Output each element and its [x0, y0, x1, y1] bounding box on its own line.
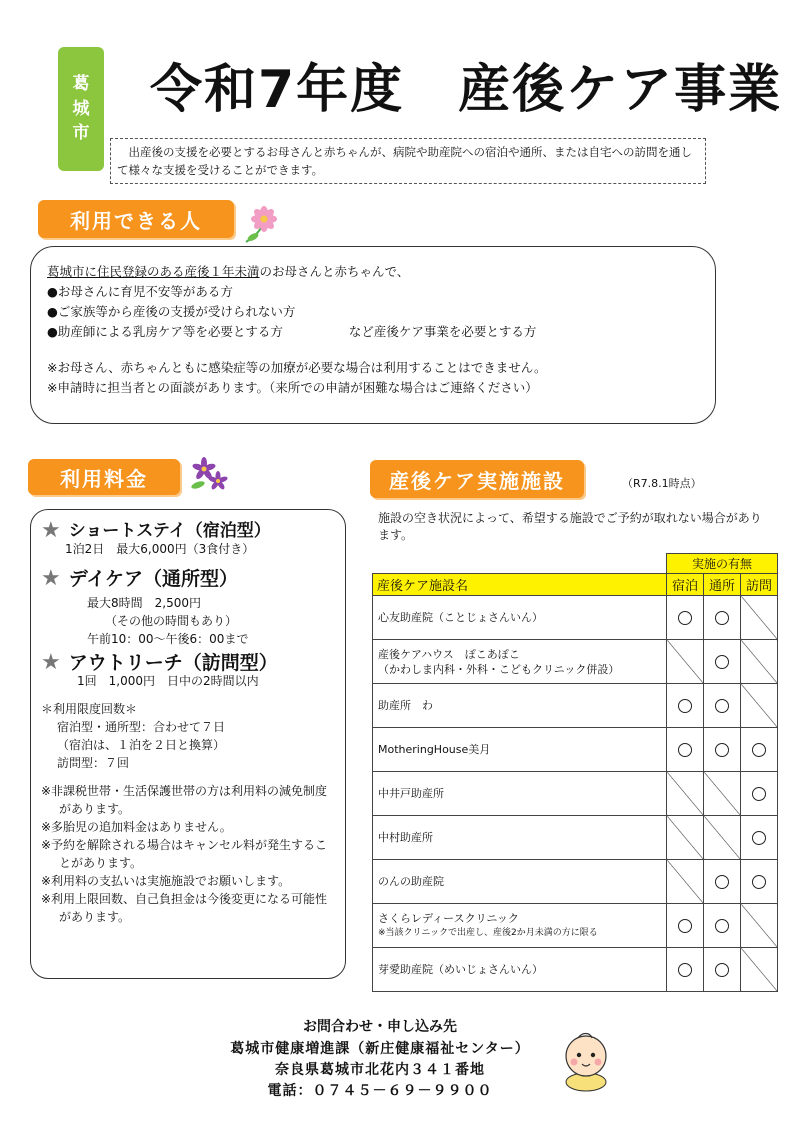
facility-name	[373, 596, 667, 640]
facility-name-text: 助産所 わ	[378, 699, 433, 712]
plan-line: 最大8時間 2,500円	[87, 596, 201, 610]
facility-name	[373, 772, 667, 816]
plan-line: 1回 1,000円 日中の2時間以内	[77, 674, 259, 688]
eligible-lead-rest: のお母さんと赤ちゃんで、	[259, 264, 410, 279]
column-header: 宿泊	[667, 574, 704, 596]
not-available-slash-icon	[667, 640, 704, 684]
facility-sub-text: （かわしま内科・外科・こどもクリニック併設）	[378, 662, 620, 676]
available-circle-icon	[704, 904, 741, 948]
fees-box	[30, 509, 346, 979]
baby-illustration-icon	[556, 1028, 616, 1092]
star-icon: ★	[41, 566, 61, 591]
fee-notes	[41, 782, 335, 926]
facility-name	[373, 860, 667, 904]
facility-row	[373, 816, 778, 860]
fee-note: ※非課税世帯・生活保護世帯の方は利用料の減免制度があります。	[41, 784, 328, 816]
facility-row	[373, 860, 778, 904]
facility-row	[373, 948, 778, 992]
section-label-eligible: 利用できる人	[38, 200, 234, 238]
eligible-bullet: ●お母さんに育児不安等がある方	[47, 284, 233, 299]
star-icon: ★	[41, 518, 61, 543]
available-circle-icon	[704, 728, 741, 772]
facility-row	[373, 904, 778, 948]
available-circle-icon	[704, 640, 741, 684]
column-header: 通所	[704, 574, 741, 596]
available-circle-icon	[704, 596, 741, 640]
plan-line: 1泊2日 最大6,000円（3食付き）	[65, 542, 255, 556]
intro-box	[110, 138, 706, 184]
city-tag	[58, 47, 104, 171]
limit-line: 訪問型：７回	[57, 756, 130, 770]
plan-line: （その他の時間もあり）	[105, 614, 238, 628]
available-circle-icon	[704, 684, 741, 728]
not-available-slash-icon	[667, 772, 704, 816]
facility-name	[373, 948, 667, 992]
group-header: 実施の有無	[667, 554, 778, 574]
not-available-slash-icon	[741, 596, 778, 640]
facility-name-text: 中村助産所	[378, 831, 433, 844]
facility-row	[373, 640, 778, 684]
plan-heading: ★ ショートステイ（宿泊型）	[41, 518, 271, 543]
facility-name	[373, 816, 667, 860]
column-header: 訪問	[741, 574, 778, 596]
plan-heading: ★ アウトリーチ（訪問型）	[41, 650, 278, 675]
eligible-lead	[47, 262, 699, 282]
available-circle-icon	[667, 596, 704, 640]
available-circle-icon	[741, 860, 778, 904]
eligible-suffix: など産後ケア事業を必要とする方	[348, 324, 537, 339]
fee-note: ※利用料の支払いは実施施設でお願いします。	[41, 874, 291, 888]
available-circle-icon	[704, 948, 741, 992]
city-char: 城	[72, 98, 90, 119]
contact-line: 奈良県葛城市北花内３４１番地	[275, 1062, 485, 1078]
eligible-note: ※申請時に担当者との面談があります。（来所での申請が困難な場合はご連絡ください）	[47, 380, 538, 395]
available-circle-icon	[667, 948, 704, 992]
facility-name	[373, 904, 667, 948]
not-available-slash-icon	[741, 640, 778, 684]
city-char: 市	[72, 123, 90, 144]
limit-line: （宿泊は、１泊を２日と換算）	[57, 738, 226, 752]
eligible-lead-underlined: 葛城市に住民登録のある産後１年未満	[47, 264, 260, 279]
column-header: 産後ケア施設名	[373, 574, 667, 596]
available-circle-icon	[704, 860, 741, 904]
contact-block	[180, 1016, 580, 1102]
not-available-slash-icon	[741, 948, 778, 992]
facility-row	[373, 728, 778, 772]
not-available-slash-icon	[704, 816, 741, 860]
facility-name-text: 中井戸助産所	[378, 787, 444, 800]
facility-name	[373, 684, 667, 728]
section-label-fees: 利用料金	[28, 459, 180, 495]
not-available-slash-icon	[704, 772, 741, 816]
eligible-box	[30, 246, 716, 424]
facility-note: 施設の空き状況によって、希望する施設でご予約が取れない場合があります。	[378, 511, 762, 542]
available-circle-icon	[741, 728, 778, 772]
section-label-facilities: 産後ケア実施施設	[370, 460, 584, 498]
facility-name-text: 産後ケアハウス ぽこあぽこ	[378, 647, 520, 661]
available-circle-icon	[741, 772, 778, 816]
not-available-slash-icon	[741, 684, 778, 728]
facility-name-text: さくらレディースクリニック	[378, 911, 519, 925]
city-char: 葛	[72, 74, 90, 95]
fee-note: ※多胎児の追加料金はありません。	[41, 820, 232, 834]
facility-row	[373, 772, 778, 816]
contact-title: お問合わせ・申し込み先	[303, 1019, 457, 1035]
eligible-bullet: ●助産師による乳房ケア等を必要とする方	[47, 324, 283, 339]
not-available-slash-icon	[741, 904, 778, 948]
facility-name-text: 心友助産院（ことじょさんいん）	[378, 611, 543, 624]
available-circle-icon	[667, 684, 704, 728]
as-of-date: （R7.8.1時点）	[622, 477, 702, 490]
plan-line: 午前10：00～午後6：00まで	[87, 632, 249, 646]
contact-line: 電話：０７４５－６９－９９００	[267, 1083, 493, 1099]
fee-note: ※利用上限回数、自己負担金は今後変更になる可能性があります。	[41, 892, 328, 924]
facility-table	[372, 553, 778, 992]
purple-flower-icon	[190, 457, 230, 493]
plan-heading: ★ デイケア（通所型）	[41, 566, 239, 591]
facility-name	[373, 728, 667, 772]
facility-sub-text: ※当該クリニックで出産し、産後2か月未満の方に限る	[378, 927, 598, 938]
available-circle-icon	[667, 728, 704, 772]
not-available-slash-icon	[667, 816, 704, 860]
eligible-bullet: ●ご家族等から産後の支援が受けられない方	[47, 304, 296, 319]
facility-name-text: MotheringHouse美月	[378, 743, 491, 756]
available-circle-icon	[667, 904, 704, 948]
page-title: 令和7年度 産後ケア事業	[150, 60, 783, 120]
facility-name-text: のんの助産院	[378, 875, 444, 888]
limit-title: ＊利用限度回数＊	[41, 702, 138, 716]
star-icon: ★	[41, 650, 61, 675]
facility-row	[373, 684, 778, 728]
eligible-note: ※お母さん、赤ちゃんともに感染症等の加療が必要な場合は利用することはできません。	[47, 360, 547, 375]
pink-flower-icon	[244, 204, 282, 244]
fee-note: ※予約を解除される場合はキャンセル料が発生することがあります。	[41, 838, 328, 870]
not-available-slash-icon	[667, 860, 704, 904]
facility-name-text: 芽愛助産院（めいじょさんいん）	[378, 963, 543, 976]
intro-text: 出産後の支援を必要とするお母さんと赤ちゃんが、病院や助産院への宿泊や通所、または自宅への訪問を通して様々な支援を受けることができます。	[117, 145, 692, 177]
limit-line: 宿泊型・通所型：合わせて７日	[57, 720, 226, 734]
facility-row	[373, 596, 778, 640]
eligible-bullet-row	[47, 322, 699, 342]
contact-line: 葛城市健康増進課（新庄健康福祉センター）	[230, 1041, 530, 1057]
available-circle-icon	[741, 816, 778, 860]
facility-name	[373, 640, 667, 684]
